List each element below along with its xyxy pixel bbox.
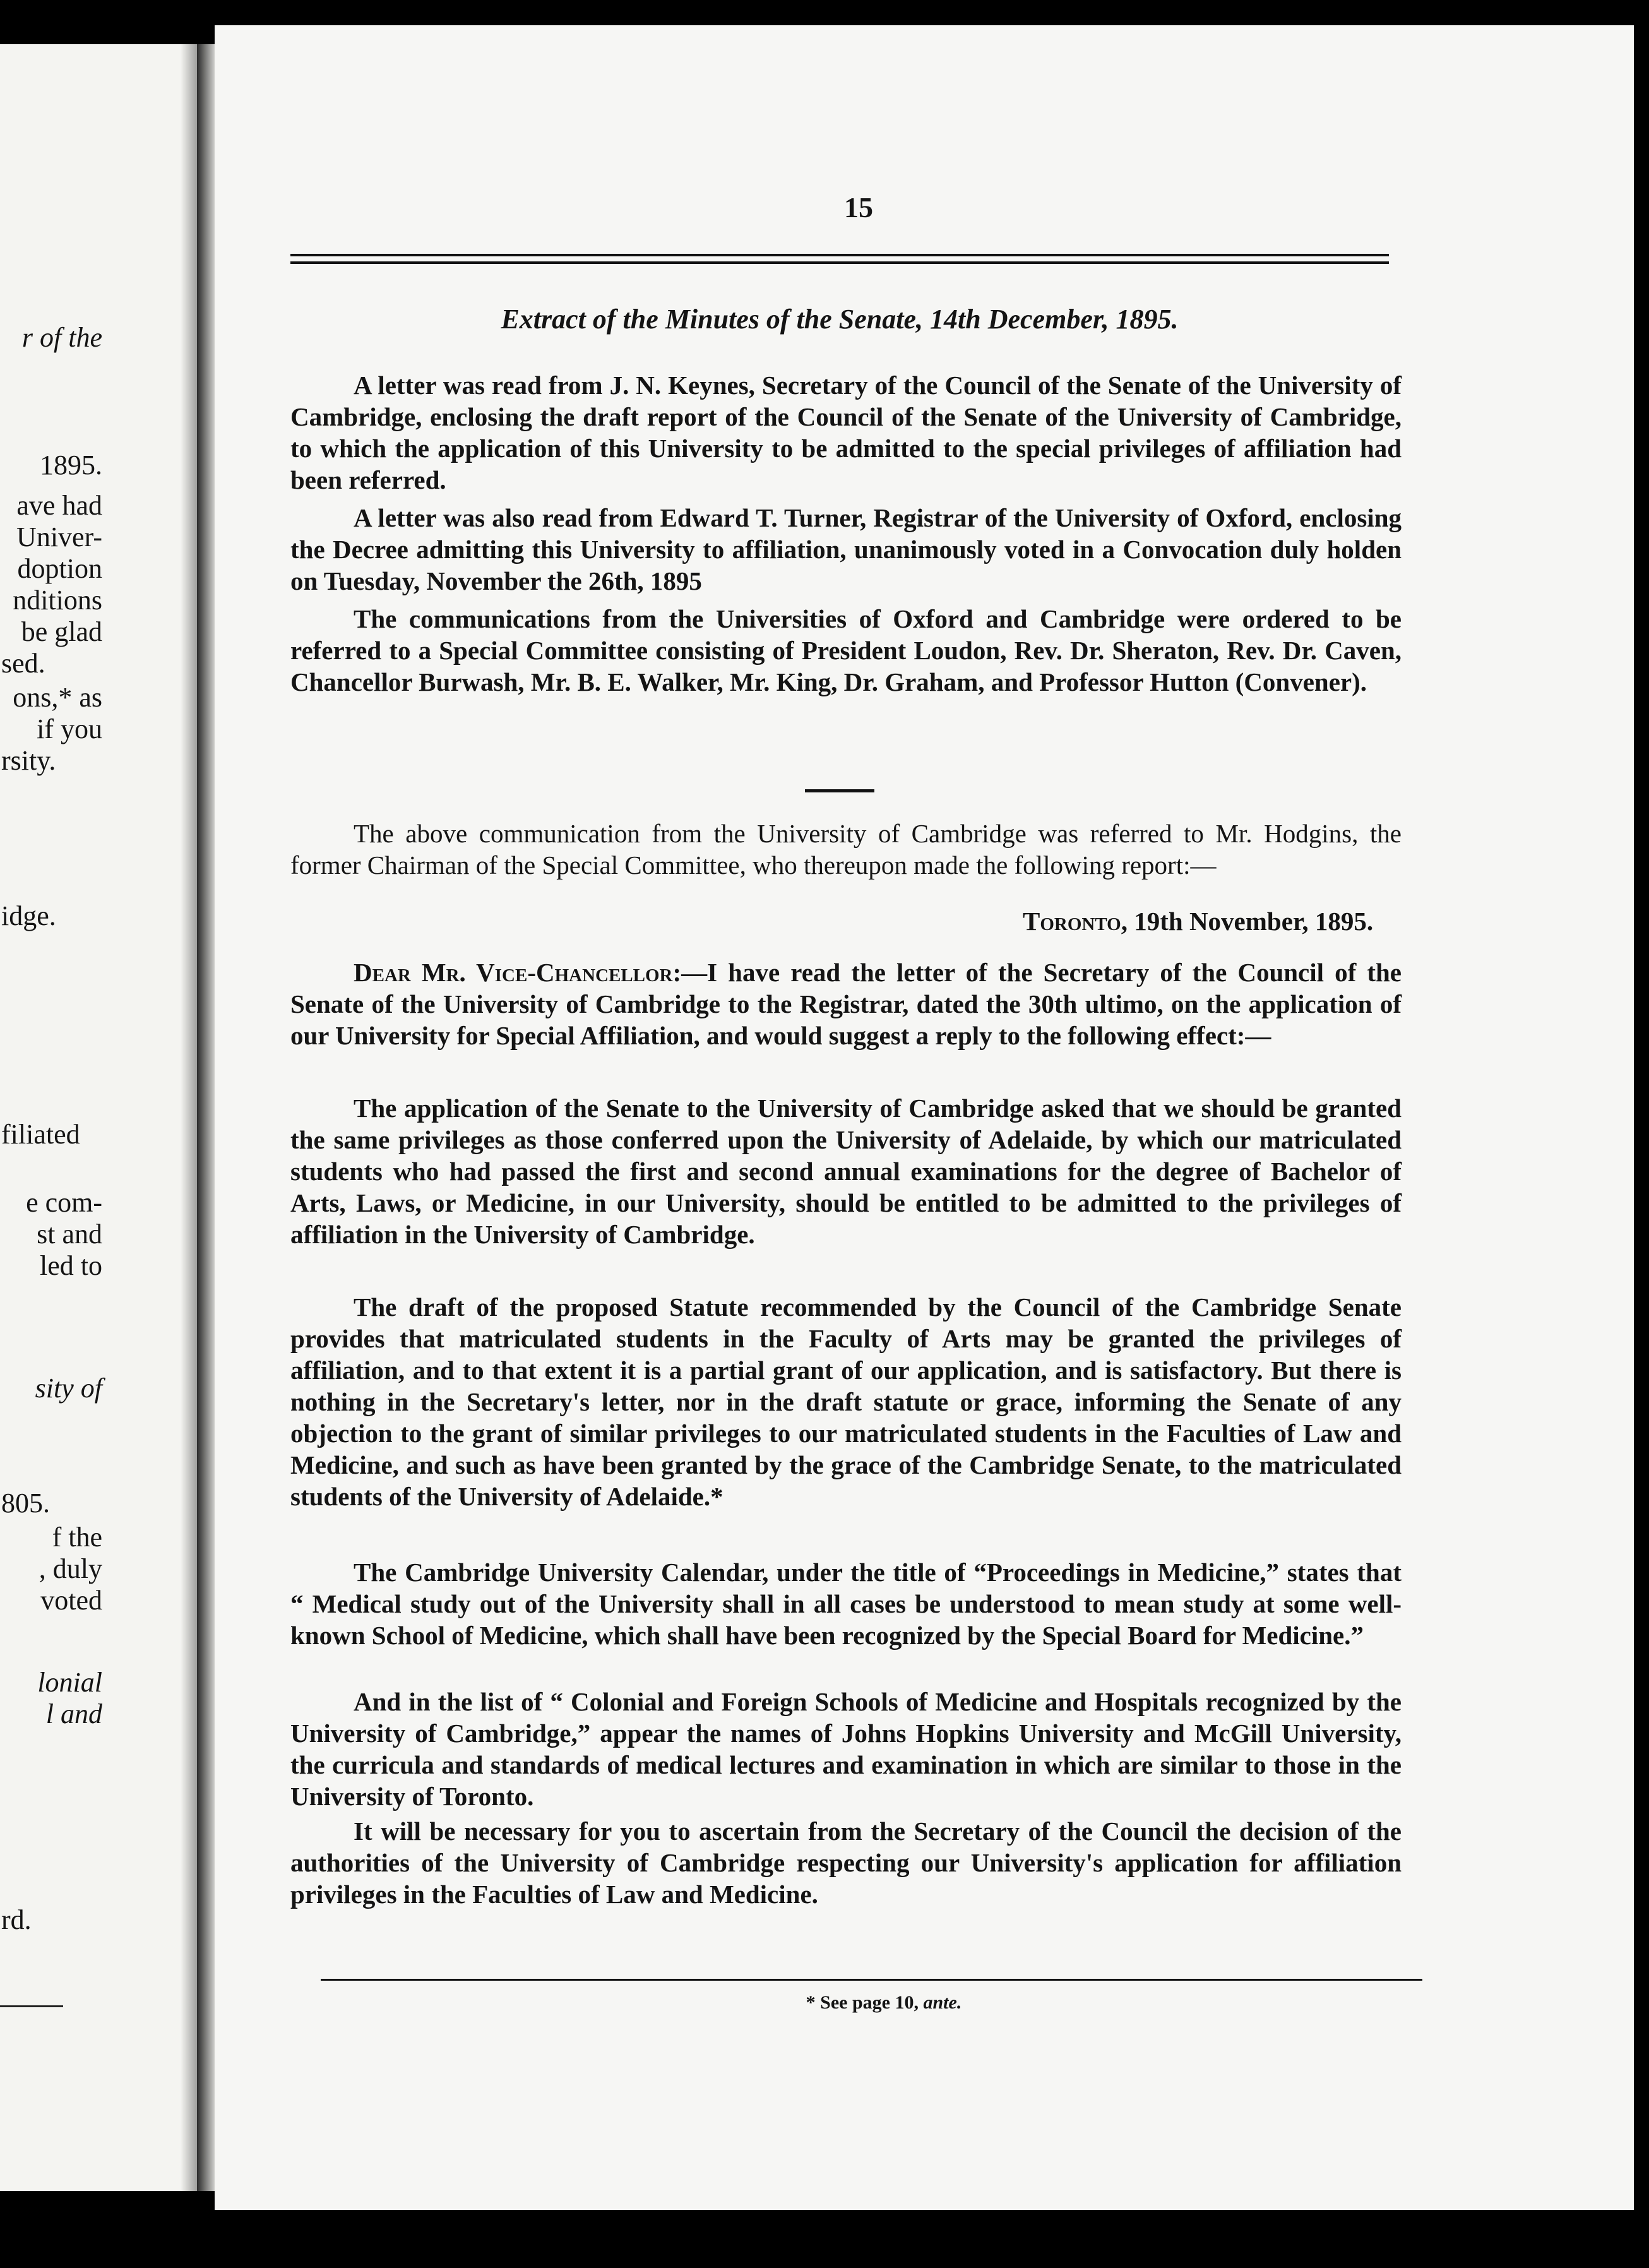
letter-date-place: Toronto,	[1023, 907, 1128, 936]
prev-fragment: led to	[40, 1250, 102, 1281]
salutation: Dear Mr. Vice-Chancellor	[354, 958, 673, 987]
paragraph: The draft of the proposed Statute recommended by the Council of the Cambridge Senate provides that matriculated students in the Faculty of Arts may be granted the privileges of affiliation, and to that extent it is a partial grant of our application, and is satisfactory. But there is nothing in the Secretary's letter, nor in the draft statute or grace, informing the Senate of any objection to the grant of similar privileges to our matriculated students in the Faculties of Law and Medicine, and such as have been granted by the grace of the Cambridge Senate, to the matriculated students of the University of Adelaide.*	[290, 1292, 1402, 1511]
prev-fragment: rsity.	[1, 745, 56, 776]
page-curl-shadow	[181, 44, 197, 2191]
prev-fragment: voted	[40, 1585, 102, 1616]
prev-fragment: , duly	[39, 1553, 102, 1584]
prev-fragment: 805.	[1, 1488, 50, 1519]
prev-page-rule	[0, 2005, 63, 2007]
book-page	[215, 25, 1634, 2210]
header-double-rule	[290, 254, 1389, 264]
paragraph: The Cambridge University Calendar, under the title of “Proceedings in Medicine,” states that “ Medical study out of the University shall in all cases be understood to mean study at some well-known School of Medicine, which shall have been recognized by the Special Board for Medicine.”	[290, 1558, 1402, 1650]
section-divider	[805, 789, 874, 792]
footnote-rule	[321, 1979, 1422, 1981]
prev-fragment: st and	[37, 1219, 102, 1250]
prev-fragment: r of the	[21, 322, 102, 353]
paragraph: The above communication from the University of Cambridge was referred to Mr. Hodgins, the former Chairman of the Special Committee, who thereupon made the following report:—	[290, 819, 1402, 880]
prev-fragment: l and	[45, 1698, 102, 1729]
prev-fragment: filiated	[1, 1119, 80, 1150]
prev-fragment: rd.	[1, 1904, 32, 1935]
prev-fragment: idge.	[1, 900, 56, 931]
paragraph: A letter was read from J. N. Keynes, Secretary of the Council of the Senate of the University of Cambridge, enclosing the draft report of the Council of the Senate of the University of Cambridge, to which the application of this University to be admitted to the special privileges of affiliation had been referred.	[290, 371, 1402, 494]
prev-fragment: 1895.	[40, 450, 102, 480]
prev-fragment: if you	[37, 713, 102, 744]
paragraph: And in the list of “ Colonial and Foreign Schools of Medicine and Hospitals recognized by the University of Cambridge,” appear the names of Johns Hopkins University and McGill University, the curricula and standards of medical lectures and examination in which are similar to those in the University of Toronto.	[290, 1687, 1402, 1811]
letter-opening-text: :—I have read the letter of the Secretary of the Council of the Senate of the University of Cambridge to the Registrar, dated the 30th ultimo, on the application of our University for Special Affiliation, and would suggest a reply to the following effect:—	[290, 958, 1402, 1050]
prev-fragment: nditions	[13, 585, 102, 616]
paragraph: A letter was also read from Edward T. Turner, Registrar of the University of Oxford, enclosing the Decree admitting this University to affiliation, unanimously voted in a Convocation duly holden on Tuesday, November the 26th, 1895	[290, 503, 1402, 595]
paragraph: It will be necessary for you to ascertain from the Secretary of the Council the decision of the authorities of the University of Cambridge respecting our University's application for affiliation privileges in the Faculties of Law and Medicine.	[290, 1817, 1402, 1909]
prev-fragment: f the	[52, 1522, 102, 1553]
paragraph: The communications from the Universities of Oxford and Cambridge were ordered to be referred to a Special Committee consisting of President Loudon, Rev. Dr. Sheraton, Rev. Dr. Caven, Chancellor Burwash, Mr. B. E. Walker, Mr. King, Dr. Graham, and Professor Hutton (Convener).	[290, 604, 1402, 696]
prev-fragment: Univer-	[16, 522, 102, 552]
prev-fragment: sed.	[1, 648, 45, 679]
section-heading: Extract of the Minutes of the Senate, 14th December, 1895.	[501, 304, 1179, 335]
previous-page	[0, 44, 197, 2191]
letter-date	[1023, 906, 1374, 936]
footnote-text: * See page 10,	[806, 1992, 924, 2013]
footnote	[568, 1992, 1200, 2014]
prev-fragment: ave had	[16, 490, 102, 521]
letter-opening	[290, 957, 1402, 1051]
prev-fragment: be glad	[21, 616, 102, 647]
prev-fragment: sity of	[35, 1373, 102, 1404]
paragraph: The application of the Senate to the University of Cambridge asked that we should be granted the same privileges as those conferred upon the University of Adelaide, by which our matriculated students who had passed the first and second annual examinations for the degree of Bachelor of Arts, Laws, or Medicine, in our University, should be entitled to be admitted to the privileges of affiliation in the University of Cambridge.	[290, 1094, 1402, 1249]
prev-fragment: doption	[17, 553, 102, 584]
footnote-italic: ante.	[923, 1992, 962, 2013]
letter-date-rest: 19th November, 1895.	[1127, 907, 1374, 936]
prev-fragment: ons,* as	[13, 682, 102, 713]
page-number: 15	[844, 191, 873, 224]
prev-fragment: lonial	[37, 1667, 102, 1698]
prev-fragment: e com-	[26, 1187, 102, 1218]
